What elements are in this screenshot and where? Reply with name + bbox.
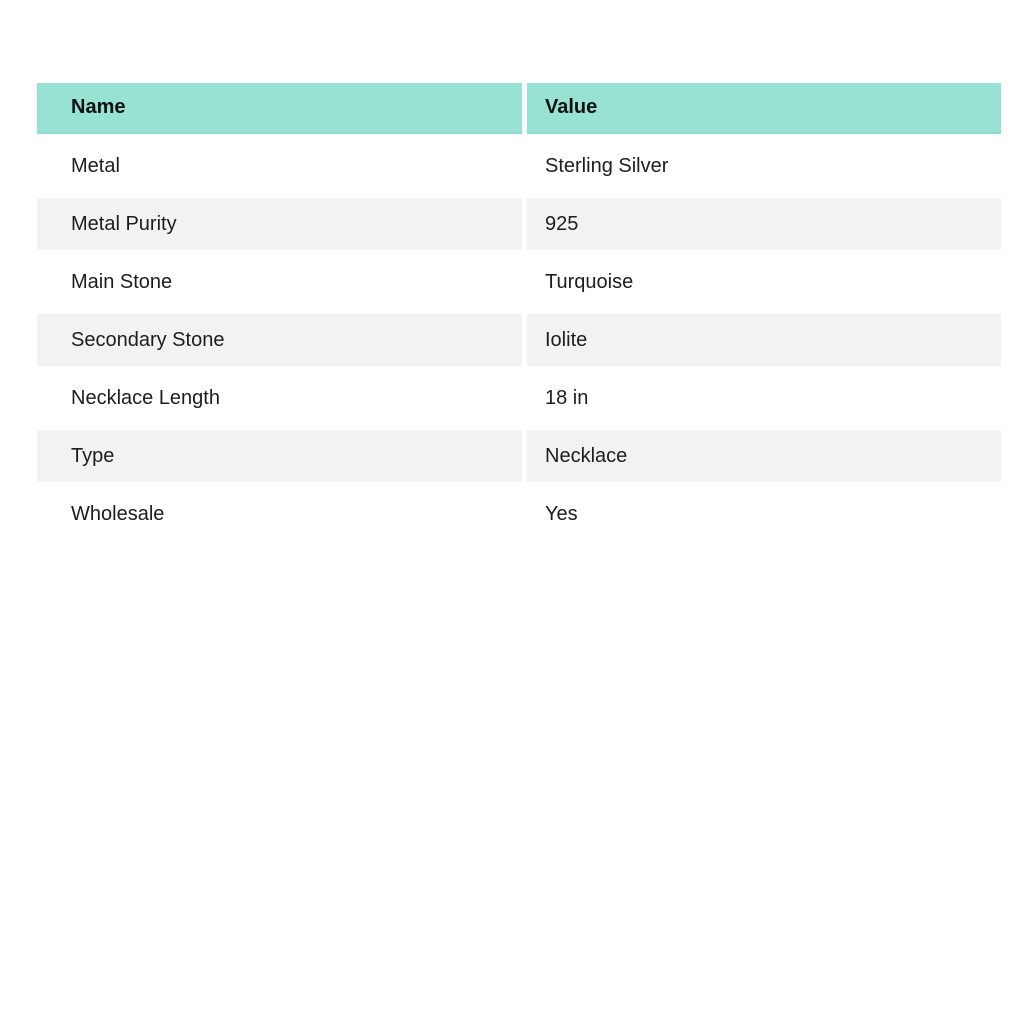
table-header-row xyxy=(37,83,1001,134)
table-row xyxy=(37,256,1001,308)
attributes-table xyxy=(37,83,1001,540)
attribute-value-cell: Necklace xyxy=(527,430,1001,482)
column-header-name: Name xyxy=(37,83,522,134)
table-row xyxy=(37,198,1001,250)
attribute-name-cell: Main Stone xyxy=(37,256,522,308)
attribute-name-cell: Secondary Stone xyxy=(37,314,522,366)
attribute-name-cell: Metal xyxy=(37,140,522,192)
attribute-value-cell: 925 xyxy=(527,198,1001,250)
column-header-value: Value xyxy=(527,83,1001,134)
attribute-value-cell: Sterling Silver xyxy=(527,140,1001,192)
attribute-value-cell: Turquoise xyxy=(527,256,1001,308)
table-row xyxy=(37,488,1001,540)
attribute-name-cell: Necklace Length xyxy=(37,372,522,424)
table-body xyxy=(37,140,1001,540)
attribute-value-cell: Iolite xyxy=(527,314,1001,366)
attribute-value-cell: Yes xyxy=(527,488,1001,540)
attribute-name-cell: Wholesale xyxy=(37,488,522,540)
table-row xyxy=(37,430,1001,482)
table-row xyxy=(37,314,1001,366)
attribute-value-cell: 18 in xyxy=(527,372,1001,424)
table-row xyxy=(37,140,1001,192)
table-row xyxy=(37,372,1001,424)
attribute-name-cell: Type xyxy=(37,430,522,482)
attribute-name-cell: Metal Purity xyxy=(37,198,522,250)
